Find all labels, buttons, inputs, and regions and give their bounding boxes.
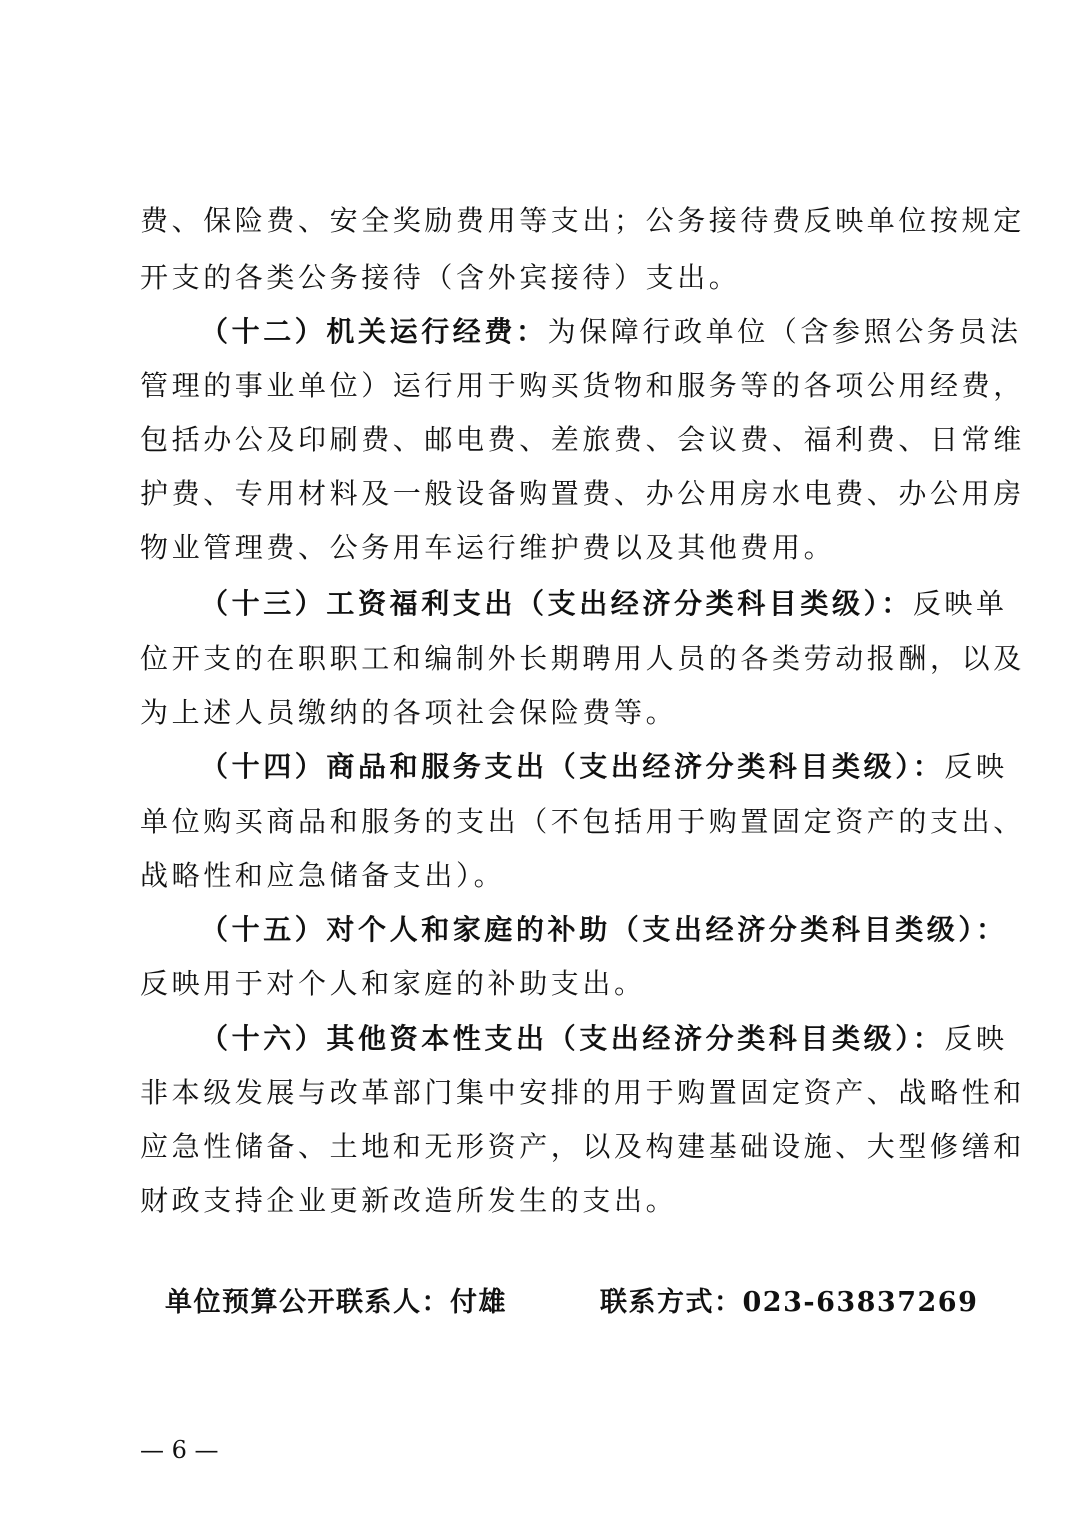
paragraph-line (140, 521, 940, 575)
line-text: 反映单 (912, 587, 1008, 620)
line-text: 反映 (944, 1022, 1008, 1055)
section-13-first-line (200, 577, 1008, 631)
contact-person: 单位预算公开联系人：付雄 (165, 1287, 507, 1318)
section-12-first-line (200, 305, 1022, 359)
contact-phone: 联系方式：023-63837269 (600, 1287, 979, 1318)
paragraph-line (140, 359, 1025, 413)
section-heading: （十四）商品和服务支出（支出经济分类科目类级）： (200, 750, 945, 783)
paragraph-line (140, 1120, 1025, 1174)
paragraph-line (140, 686, 940, 740)
line-text: 财政支持企业更新改造所发生的支出。 (140, 1184, 678, 1217)
paragraph-line (140, 849, 940, 903)
line-text: 反映 (944, 750, 1008, 783)
paragraph-line (140, 413, 1025, 467)
line-text: 物业管理费、公务用车运行维护费以及其他费用。 (140, 531, 836, 564)
paragraph-line (140, 795, 1025, 849)
section-heading: （十二）机关运行经费： (200, 315, 548, 348)
section-heading: （十五）对个人和家庭的补助（支出经济分类科目类级）： (200, 913, 1008, 946)
line-text: 战略性和应急储备支出）。 (140, 859, 506, 892)
section-14-first-line (200, 740, 1008, 794)
paragraph-line (140, 632, 1025, 686)
line-text: 非本级发展与改革部门集中安排的用于购置固定资产、战略性和 (140, 1076, 1025, 1109)
section-16-first-line (200, 1012, 1008, 1066)
line-text: 应急性储备、土地和无形资产，以及构建基础设施、大型修缮和 (140, 1130, 1025, 1163)
paragraph-line (140, 1066, 1025, 1120)
line-text: 护费、专用材料及一般设备购置费、办公用房水电费、办公用房 (140, 477, 1025, 510)
section-heading: （十三）工资福利支出（支出经济分类科目类级）： (200, 587, 913, 620)
line-text: 为上述人员缴纳的各项社会保险费等。 (140, 696, 678, 729)
line-text: 开支的各类公务接待（含外宾接待）支出。 (140, 261, 741, 294)
line-text: 费、保险费、安全奖励费用等支出；公务接待费反映单位按规定 (140, 204, 1025, 237)
section-15-first-line (200, 903, 1008, 957)
line-text: 管理的事业单位）运行用于购买货物和服务等的各项公用经费， (140, 369, 1025, 402)
paragraph-line (140, 957, 940, 1011)
section-heading: （十六）其他资本性支出（支出经济分类科目类级）： (200, 1022, 945, 1055)
paragraph-line (140, 251, 940, 305)
page-number: — 6 — (140, 1436, 219, 1464)
line-text: 反映用于对个人和家庭的补助支出。 (140, 967, 646, 1000)
paragraph-line (140, 467, 1025, 521)
line-text: 包括办公及印刷费、邮电费、差旅费、会议费、福利费、日常维 (140, 423, 1025, 456)
line-text: 位开支的在职职工和编制外长期聘用人员的各类劳动报酬，以及 (140, 642, 1025, 675)
paragraph-line (140, 194, 1025, 248)
paragraph-line (140, 1174, 940, 1228)
line-text: 单位购买商品和服务的支出（不包括用于购置固定资产的支出、 (140, 805, 1025, 838)
line-text: 为保障行政单位（含参照公务员法 (547, 315, 1022, 348)
